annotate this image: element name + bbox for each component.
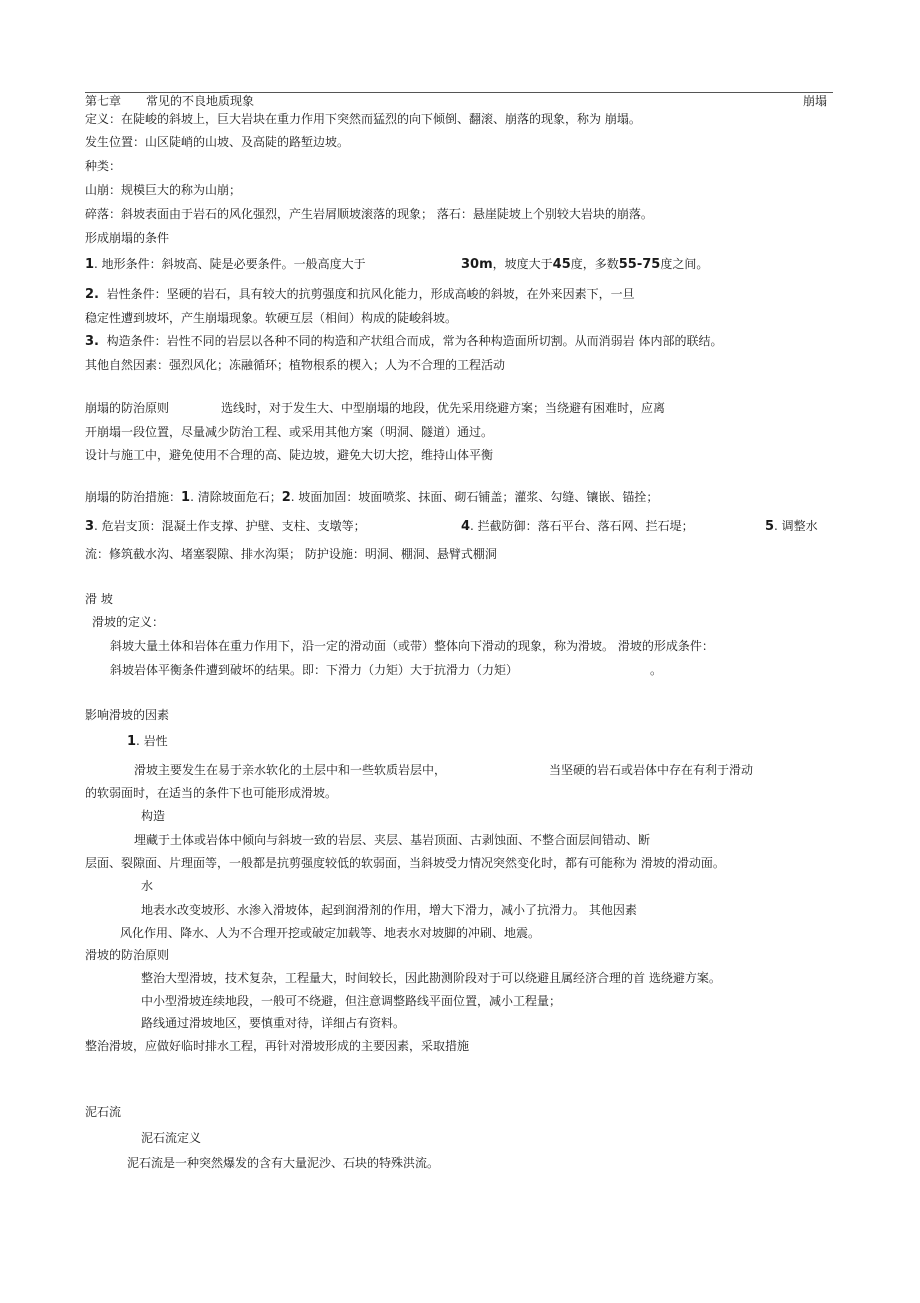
collapse-principle-design: 设计与施工中，避免使用不合理的高、陡边坡，避免大切大挖，维持山体平衡 xyxy=(85,448,494,462)
factor-lithology-text-b: 当坚硬的岩石或岩体中存在有利于滑动 xyxy=(549,763,754,777)
chapter-title: 常见的不良地质现象 xyxy=(146,94,255,108)
other-factors: 其他自然因素：强烈风化；冻融循环；植物根系的楔入；人为不合理的工程活动 xyxy=(85,358,506,372)
landslide-principle-4: 整治滑坡，应做好临时排水工程，再针对滑坡形成的主要因素，采取措施 xyxy=(85,1039,470,1053)
factor-lithology-cont: 的软弱面时，在适当的条件下也可能形成滑坡。 xyxy=(85,786,338,800)
collapse-principle-text: 选线时，对于发生大、中型崩塌的地段，优先采用绕避方案；当绕避有困难时，应离 xyxy=(221,401,666,415)
condition-structure xyxy=(85,333,722,350)
slope-range: 55-75 xyxy=(618,257,661,272)
collapse-type-debris: 碎落：斜坡表面由于岩石的风化强烈，产生岩屑顺坡滚落的现象； 落石：悬崖陡坡上个别较大岩块的崩落。 xyxy=(85,207,653,221)
collapse-principle-label: 崩塌的防治原则 xyxy=(85,401,170,415)
debris-flow-def-text: 泥石流是一种突然爆发的含有大量泥沙、石块的特殊洪流。 xyxy=(127,1156,440,1170)
header-section-label: 崩塌 xyxy=(803,94,828,108)
measure-text: . 拦截防御：落石平台、落石网、拦石堤； xyxy=(470,519,694,533)
condition-number: 1 xyxy=(85,257,95,272)
collapse-measures-line-1 xyxy=(85,489,658,506)
landslide-principle-2: 中小型滑坡连续地段，一般可不绕避，但注意调整路线平面位置，减小工程量； xyxy=(141,994,562,1008)
debris-flow-def-heading: 泥石流定义 xyxy=(141,1131,202,1145)
condition-number: 2. xyxy=(85,287,99,302)
factor-other-cont: 风化作用、降水、人为不合理开挖或破定加载等、地表水对坡脚的冲刷、地震。 xyxy=(120,926,541,940)
factor-structure-label: 构造 xyxy=(141,809,166,823)
measure-number: 1 xyxy=(181,490,191,505)
landslide-cond-end: 。 xyxy=(650,663,663,677)
measure-text: . 危岩支顶：混凝土作支撑、护壁、支柱、支墩等； xyxy=(94,519,366,533)
condition-text: 岩性条件：坚硬的岩石，具有较大的抗剪强度和抗风化能力，形成高峻的斜坡，在外来因素下，一旦 xyxy=(106,287,635,301)
measure-text: . 调整水 xyxy=(774,519,818,533)
header-rule xyxy=(85,92,833,93)
collapse-definition: 定义：在陡峻的斜坡上，巨大岩块在重力作用下突然而猛烈的向下倾倒、翻滚、崩落的现象，称为 崩塌。 xyxy=(85,112,641,126)
landslide-principle-heading: 滑坡的防治原则 xyxy=(85,948,170,962)
collapse-measure-3 xyxy=(85,518,366,535)
measure-number: 4 xyxy=(461,519,471,534)
landslide-cond-text: 斜坡岩体平衡条件遭到破坏的结果。即：下滑力（力矩）大于抗滑力（力矩） xyxy=(110,663,519,677)
measure-text: . 清除坡面危石； xyxy=(190,490,282,504)
landslide-factors-heading: 影响滑坡的因素 xyxy=(85,708,170,722)
factor-lithology-text: 滑坡主要发生在易于亲水软化的土层中和一些软质岩层中， xyxy=(134,763,447,777)
landslide-principle-1: 整治大型滑坡，技术复杂，工程量大，时间较长，因此勘测阶段对于可以绕避且属经济合理的首 选绕避方案。 xyxy=(141,971,721,985)
condition-terrain xyxy=(85,256,366,273)
factor-structure-text: 埋藏于土体或岩体中倾向与斜坡一致的岩层、夹层、基岩顶面、古剥蚀面、不整合面层间错动、断 xyxy=(134,833,651,847)
condition-text: 度之间。 xyxy=(660,257,709,271)
collapse-measure-5-cont: 流：修筑截水沟、堵塞裂隙、排水沟渠； 防护设施：明洞、棚洞、悬臂式棚洞 xyxy=(85,547,497,561)
condition-text: 度，多数 xyxy=(570,257,619,271)
landslide-def-text: 斜坡大量土体和岩体在重力作用下，沿一定的滑动面（或带）整体向下滑动的现象，称为滑坡。 滑坡的形成条件： xyxy=(110,639,714,653)
collapse-types-heading: 种类： xyxy=(85,159,122,173)
landslide-heading: 滑 坡 xyxy=(85,592,113,606)
condition-lithology-cont: 稳定性遭到坡坏，产生崩塌现象。软硬互层（相间）构成的陡峻斜坡。 xyxy=(85,311,458,325)
measure-number: 2 xyxy=(281,490,291,505)
measure-number: 5 xyxy=(765,519,775,534)
condition-lithology xyxy=(85,286,635,303)
debris-flow-heading: 泥石流 xyxy=(85,1105,122,1119)
landslide-principle-3: 路线通过滑坡地区，要慎重对待，详细占有资料。 xyxy=(141,1016,406,1030)
factor-structure-cont: 层面、裂隙面、片理面等，一般都是抗剪强度较低的软弱面，当斜坡受力情况突然变化时，都有可能称为 滑坡的滑动面。 xyxy=(85,856,725,870)
condition-text: 构造条件：岩性不同的岩层以各种不同的构造和产状组合而成，常为各种构造面所切割。从而消弱岩 体内部的联结。 xyxy=(106,334,723,348)
collapse-type-mountain: 山崩：规模巨大的称为山崩； xyxy=(85,183,242,197)
condition-terrain-values xyxy=(461,256,708,273)
collapse-measure-5 xyxy=(765,518,818,535)
factor-lithology-label xyxy=(127,733,168,750)
landslide-def-heading: 滑坡的定义： xyxy=(92,615,165,629)
collapse-measure-4 xyxy=(461,518,694,535)
factor-water-label: 水 xyxy=(141,879,154,893)
condition-number: 3. xyxy=(85,334,99,349)
collapse-conditions-heading: 形成崩塌的条件 xyxy=(85,231,170,245)
condition-text: . 地形条件：斜坡高、陡是必要条件。一般高度大于 xyxy=(94,257,366,271)
measure-number: 3 xyxy=(85,519,95,534)
slope-value: 45 xyxy=(552,257,571,272)
measures-label: 崩塌的防治措施： xyxy=(85,490,182,504)
height-value: 30m xyxy=(461,257,493,272)
condition-text: ，坡度大于 xyxy=(492,257,553,271)
collapse-principle-cont: 开崩塌一段位置，尽量减少防治工程、或采用其他方案（明洞、隧道）通过。 xyxy=(85,425,494,439)
factor-label: . 岩性 xyxy=(136,734,168,748)
factor-number: 1 xyxy=(127,734,137,749)
chapter-number: 第七章 xyxy=(85,94,122,108)
measure-text: . 坡面加固：坡面喷浆、抹面、砌石铺盖；灌浆、勾缝、镶嵌、锚拴； xyxy=(290,490,659,504)
collapse-location: 发生位置：山区陡峭的山坡、及高陡的路堑边坡。 xyxy=(85,135,350,149)
factor-water-text: 地表水改变坡形、水渗入滑坡体，起到润滑剂的作用，增大下滑力，减小了抗滑力。 其他因素 xyxy=(141,903,637,917)
